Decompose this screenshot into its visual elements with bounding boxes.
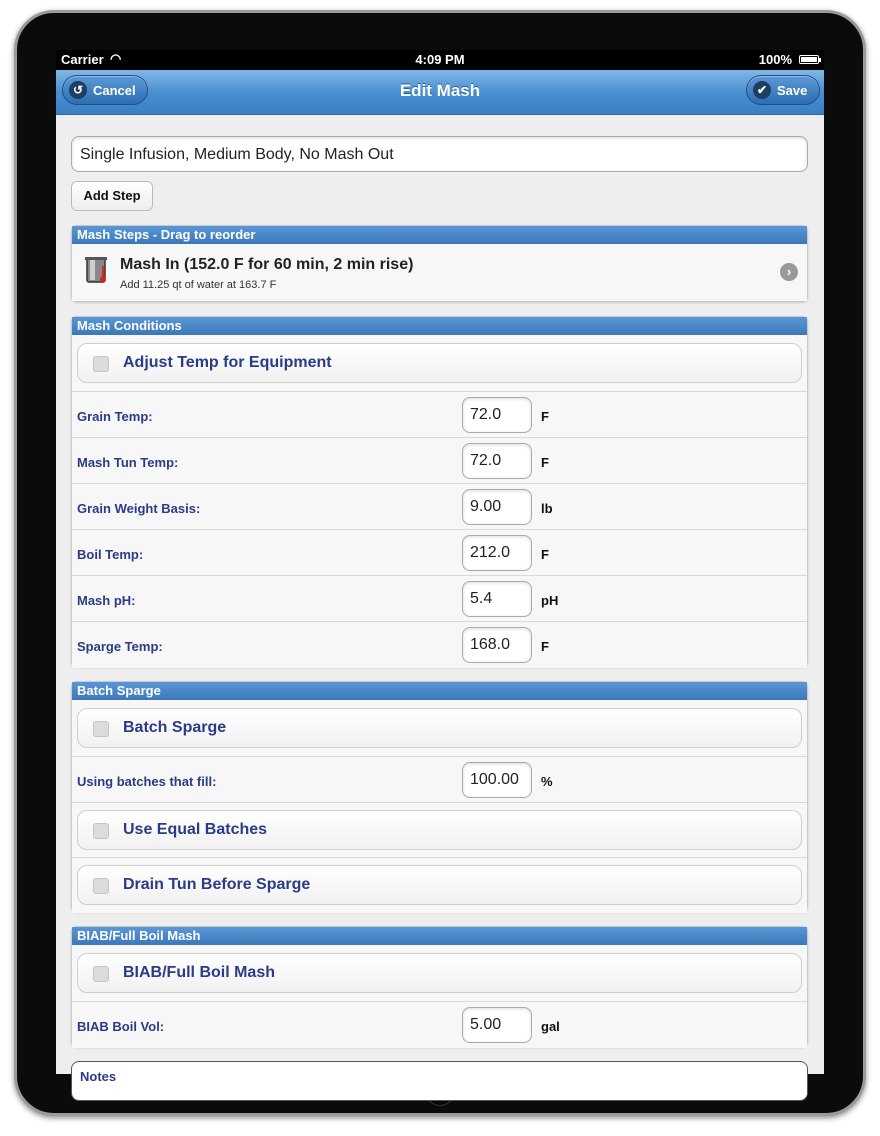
batch-fill-label: Using batches that fill: (77, 774, 217, 789)
batch-fill-row (72, 756, 807, 803)
biab-section (71, 926, 808, 1047)
step-title: Mash In (152.0 F for 60 min, 2 min rise) (120, 256, 414, 273)
mash-ph-input[interactable]: 5.4 (462, 581, 532, 617)
page-title: Edit Mash (399, 81, 481, 100)
battery-percent: 100% (758, 52, 792, 67)
checkbox-icon[interactable] (93, 721, 109, 737)
checkbox-icon[interactable] (93, 823, 109, 839)
batch-sparge-section (71, 681, 808, 912)
content (56, 114, 824, 1084)
add-step-button[interactable]: Add Step (71, 181, 153, 211)
biab-toggle[interactable] (77, 953, 802, 993)
adjust-temp-row (72, 335, 807, 391)
condition-row (72, 391, 807, 438)
carrier-label: Carrier (61, 52, 104, 67)
sparge-temp-label: Sparge Temp: (77, 639, 163, 654)
equal-batches-row (72, 802, 807, 858)
biab-label: BIAB/Full Boil Mash (123, 964, 275, 981)
equal-batches-label: Use Equal Batches (123, 821, 268, 838)
status-bar (56, 50, 824, 70)
save-label: Save (777, 83, 808, 98)
checkbox-icon[interactable] (93, 878, 109, 894)
undo-icon: ↺ (69, 81, 87, 99)
grain-weight-input[interactable]: 9.00 (462, 489, 532, 525)
condition-row (72, 437, 807, 484)
unit-label: gal (541, 1019, 560, 1034)
biab-header: BIAB/Full Boil Mash (72, 927, 807, 945)
mash-steps-section (71, 225, 808, 302)
unit-label: pH (541, 593, 559, 608)
batch-sparge-header: Batch Sparge (72, 682, 807, 700)
grain-temp-label: Grain Temp: (77, 409, 153, 424)
mash-conditions-section (71, 316, 808, 667)
notes-label: Notes (80, 1069, 117, 1084)
mash-name-input[interactable]: Single Infusion, Medium Body, No Mash Out (71, 136, 808, 172)
biab-row (72, 945, 807, 1001)
wifi-icon: ◠ (110, 51, 122, 66)
step-subtitle: Add 11.25 qt of water at 163.7 F (120, 279, 277, 291)
condition-row (72, 483, 807, 530)
condition-row (72, 575, 807, 622)
mash-conditions-header: Mash Conditions (72, 317, 807, 335)
screen (56, 50, 824, 1084)
boil-temp-label: Boil Temp: (77, 547, 144, 562)
mash-step-item[interactable] (72, 244, 807, 301)
adjust-temp-toggle[interactable] (77, 343, 802, 383)
mash-tun-temp-label: Mash Tun Temp: (77, 455, 179, 470)
drain-tun-row (72, 857, 807, 913)
unit-label: F (541, 547, 549, 562)
batch-fill-input[interactable]: 100.00 (462, 762, 532, 798)
grain-weight-label: Grain Weight Basis: (77, 501, 201, 516)
unit-label: F (541, 409, 549, 424)
chevron-right-icon[interactable]: › (780, 263, 798, 281)
kettle-icon (84, 254, 110, 284)
drain-tun-label: Drain Tun Before Sparge (123, 876, 311, 893)
nav-bar (56, 70, 824, 115)
unit-label: lb (541, 501, 553, 516)
adjust-temp-label: Adjust Temp for Equipment (123, 354, 332, 371)
save-button[interactable] (746, 75, 820, 105)
mash-tun-temp-input[interactable]: 72.0 (462, 443, 532, 479)
checkbox-icon[interactable] (93, 966, 109, 982)
batch-sparge-row (72, 700, 807, 756)
biab-vol-label: BIAB Boil Vol: (77, 1019, 165, 1034)
sparge-temp-input[interactable]: 168.0 (462, 627, 532, 663)
batch-sparge-label: Batch Sparge (123, 719, 227, 736)
unit-label: F (541, 455, 549, 470)
notes-field[interactable] (71, 1061, 808, 1101)
biab-vol-row (72, 1001, 807, 1048)
condition-row (72, 621, 807, 668)
checkbox-icon[interactable] (93, 356, 109, 372)
batch-sparge-toggle[interactable] (77, 708, 802, 748)
cancel-label: Cancel (93, 83, 136, 98)
drain-tun-toggle[interactable] (77, 865, 802, 905)
checkmark-icon: ✔ (753, 81, 771, 99)
mash-steps-header: Mash Steps - Drag to reorder (72, 226, 807, 244)
grain-temp-input[interactable]: 72.0 (462, 397, 532, 433)
mash-ph-label: Mash pH: (77, 593, 136, 608)
battery-icon (799, 55, 819, 64)
condition-row (72, 529, 807, 576)
biab-vol-input[interactable]: 5.00 (462, 1007, 532, 1043)
status-time: 4:09 PM (415, 52, 465, 67)
unit-label: % (541, 774, 553, 789)
equal-batches-toggle[interactable] (77, 810, 802, 850)
boil-temp-input[interactable]: 212.0 (462, 535, 532, 571)
unit-label: F (541, 639, 549, 654)
